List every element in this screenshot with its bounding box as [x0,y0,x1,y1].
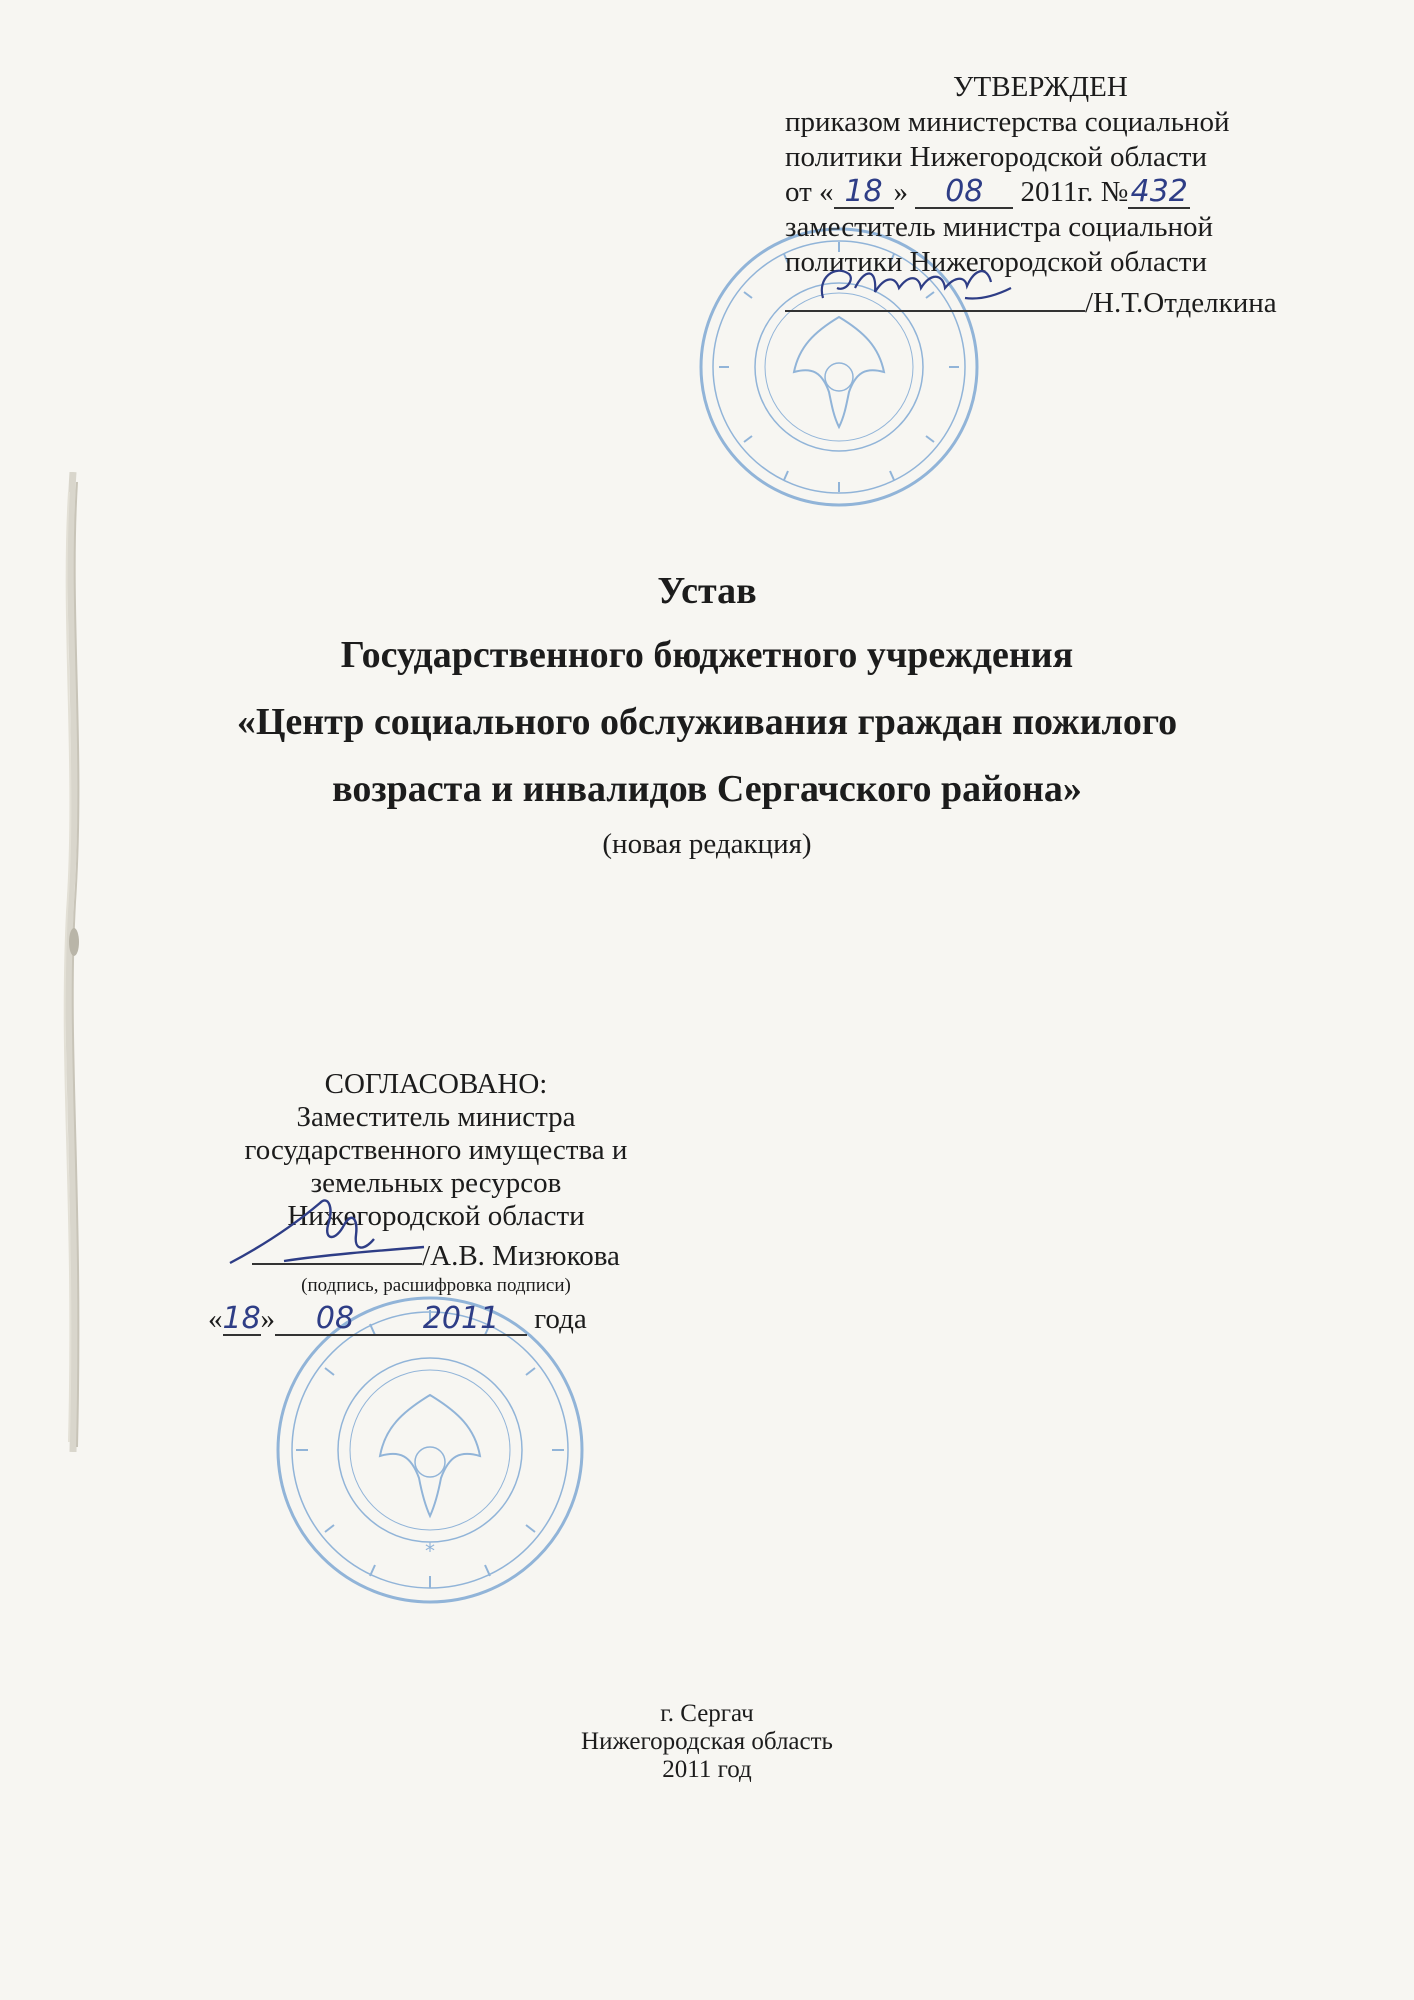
approval-date-prefix: от « [785,176,834,208]
agreed-line-4: Нижегородской области [287,1200,585,1232]
agreed-handwritten-signature [224,1185,434,1275]
institution-type: Государственного бюджетного учреждения [340,634,1074,676]
approval-block [785,70,1325,321]
document-title: Устав [657,570,757,612]
agreed-signature-row [196,1233,676,1273]
svg-text:*: * [425,1539,435,1563]
agreed-date-month: 08 [275,1304,395,1336]
approval-signatory: /Н.Т.Отделкина [1085,287,1277,319]
agreed-block [196,1068,676,1336]
agreed-signature-line [252,1233,422,1265]
agreed-date-open: « [208,1303,223,1335]
approval-heading: УТВЕРЖДЕН [953,71,1128,103]
agreed-signature-hint: (подпись, расшифровка подписи) [301,1275,571,1296]
approval-date-year: 2011г. № [1020,176,1129,208]
approval-order-date [785,175,1325,210]
approval-line-5: политики Нижегородской области [785,246,1207,278]
agreed-date-year: 2011 [395,1304,527,1336]
footer-city: г. Сергач [660,1700,754,1727]
approval-line-2: политики Нижегородской области [785,141,1207,173]
approval-signature-row [785,280,1325,321]
agreed-line-3: земельных ресурсов [310,1167,562,1199]
agreed-signatory: /А.В. Мизюкова [422,1240,620,1272]
approval-date-month: 08 [915,177,1013,209]
approval-line-4: заместитель министра социальной [785,211,1214,243]
agreed-heading: СОГЛАСОВАНО: [324,1068,548,1100]
agreed-date-suffix: года [534,1303,587,1335]
agreed-line-1: Заместитель министра [296,1101,576,1133]
lower-seal [270,1290,590,1610]
title-block [0,568,1414,861]
footer-year: 2011 год [662,1756,752,1783]
agreed-date-day: 18 [222,1301,261,1336]
institution-name-line-1: «Центр социального обслуживания граждан пожилого [236,701,1178,743]
footer-region: Нижегородская область [581,1728,833,1755]
institution-name-line-2: возраста и инвалидов Сергачского района» [332,768,1082,810]
agreed-date-close: » [260,1303,275,1335]
approval-date-day: 18 [834,177,894,209]
approval-order-number: 432 [1128,177,1190,209]
approval-handwritten-signature [815,258,1015,313]
approval-date-mid: » [893,176,909,208]
agreed-line-2: государственного имущества и [244,1134,628,1166]
agreed-date-row [196,1303,676,1336]
footer-block [0,1700,1414,1784]
approval-signature-line [785,280,1085,312]
approval-line-1: приказом министерства социальной [785,106,1230,138]
edition-note: (новая редакция) [602,828,812,860]
